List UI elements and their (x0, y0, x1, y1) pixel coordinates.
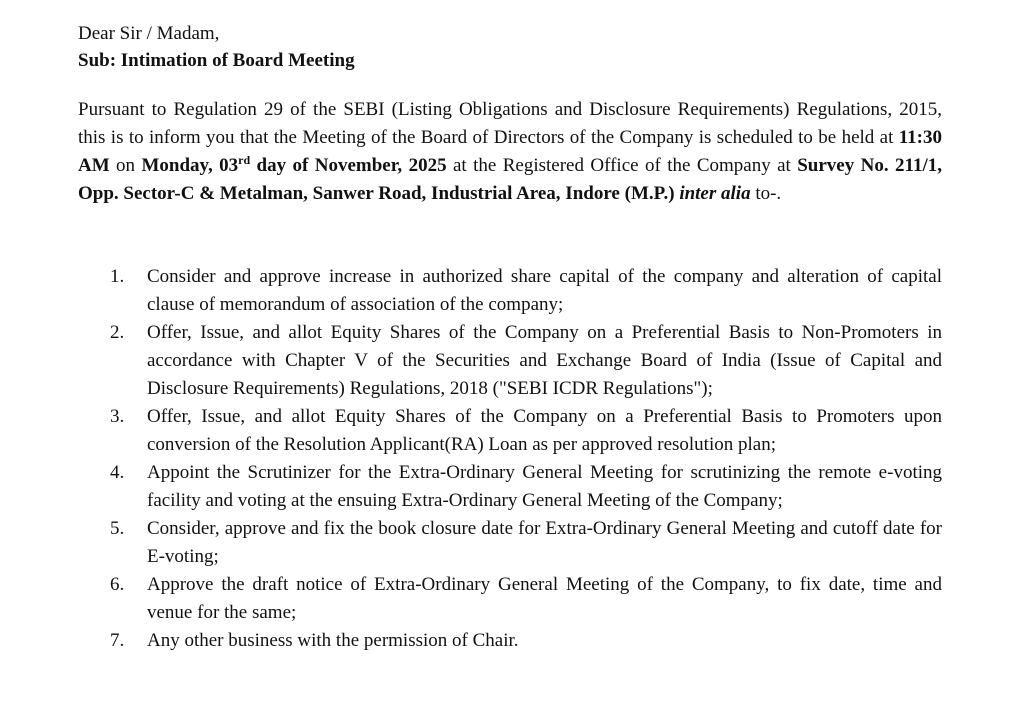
agenda-item-number: 7. (110, 630, 125, 651)
salutation: Dear Sir / Madam, (78, 23, 220, 44)
agenda-item (78, 627, 942, 655)
agenda-item-number: 2. (110, 322, 125, 343)
subject-line: Sub: Intimation of Board Meeting (78, 50, 355, 71)
agenda-item-number: 6. (110, 574, 125, 595)
intro-text: Pursuant to Regulation 29 of the SEBI (Listing Obligations and Disclosure Requirements) Regulations, 2015, this is to inform you that the Meeting of the Board of Directors of the Company is scheduled to be held at (78, 99, 942, 148)
agenda-item-text: Approve the draft notice of Extra-Ordinary General Meeting of the Company, to fix date, time and venue for the same; (147, 574, 942, 623)
meeting-time: 11:30 AM (78, 127, 942, 176)
agenda-item (78, 515, 942, 571)
agenda-item-number: 3. (110, 406, 125, 427)
agenda-item-number: 1. (110, 266, 125, 287)
meeting-day: Monday, 03 (141, 155, 239, 176)
letter-document (78, 20, 942, 655)
agenda-item-text: Any other business with the permission of Chair. (147, 630, 519, 651)
agenda-item-text: Appoint the Scrutinizer for the Extra-Ordinary General Meeting for scrutinizing the remote e-voting facility and voting at the ensuing Extra-Ordinary General Meeting of the Company; (147, 462, 942, 511)
agenda-item-text: Offer, Issue, and allot Equity Shares of the Company on a Preferential Basis to Non-Promoters in accordance with Chapter V of the Securities and Exchange Board of India (Issue of Capital and Disclosure Requirements) Regulations, 2018 ("SEBI ICDR Regulations"); (147, 322, 942, 399)
ordinal-suffix: rd (238, 153, 251, 167)
intro-text-on: on (109, 155, 142, 176)
agenda-item-text: Consider, approve and fix the book closure date for Extra-Ordinary General Meeting and cutoff date for E-voting; (147, 518, 942, 567)
meeting-month-year: day of November, 2025 (250, 155, 447, 176)
agenda-item-number: 4. (110, 462, 125, 483)
agenda-item-number: 5. (110, 518, 125, 539)
agenda-item (78, 319, 942, 403)
meeting-date (141, 155, 446, 176)
intro-text-end: to-. (750, 183, 782, 204)
agenda-item (78, 403, 942, 459)
agenda-item (78, 263, 942, 319)
agenda-item-text: Consider and approve increase in authorized share capital of the company and alteration of capital clause of memorandum of association of the company; (147, 266, 942, 315)
registered-office-address: Survey No. 211/1, Opp. Sector-C & Metalman, Sanwer Road, Industrial Area, Indore (M.P.) (78, 155, 942, 204)
agenda-item-text: Offer, Issue, and allot Equity Shares of the Company on a Preferential Basis to Promoters upon conversion of the Resolution Applicant(RA) Loan as per approved resolution plan; (147, 406, 942, 455)
intro-paragraph (78, 96, 942, 208)
agenda-list (78, 263, 942, 655)
agenda-item (78, 571, 942, 627)
inter-alia: inter alia (679, 183, 751, 204)
agenda-item (78, 459, 942, 515)
intro-text-office: at the Registered Office of the Company at (446, 155, 798, 176)
